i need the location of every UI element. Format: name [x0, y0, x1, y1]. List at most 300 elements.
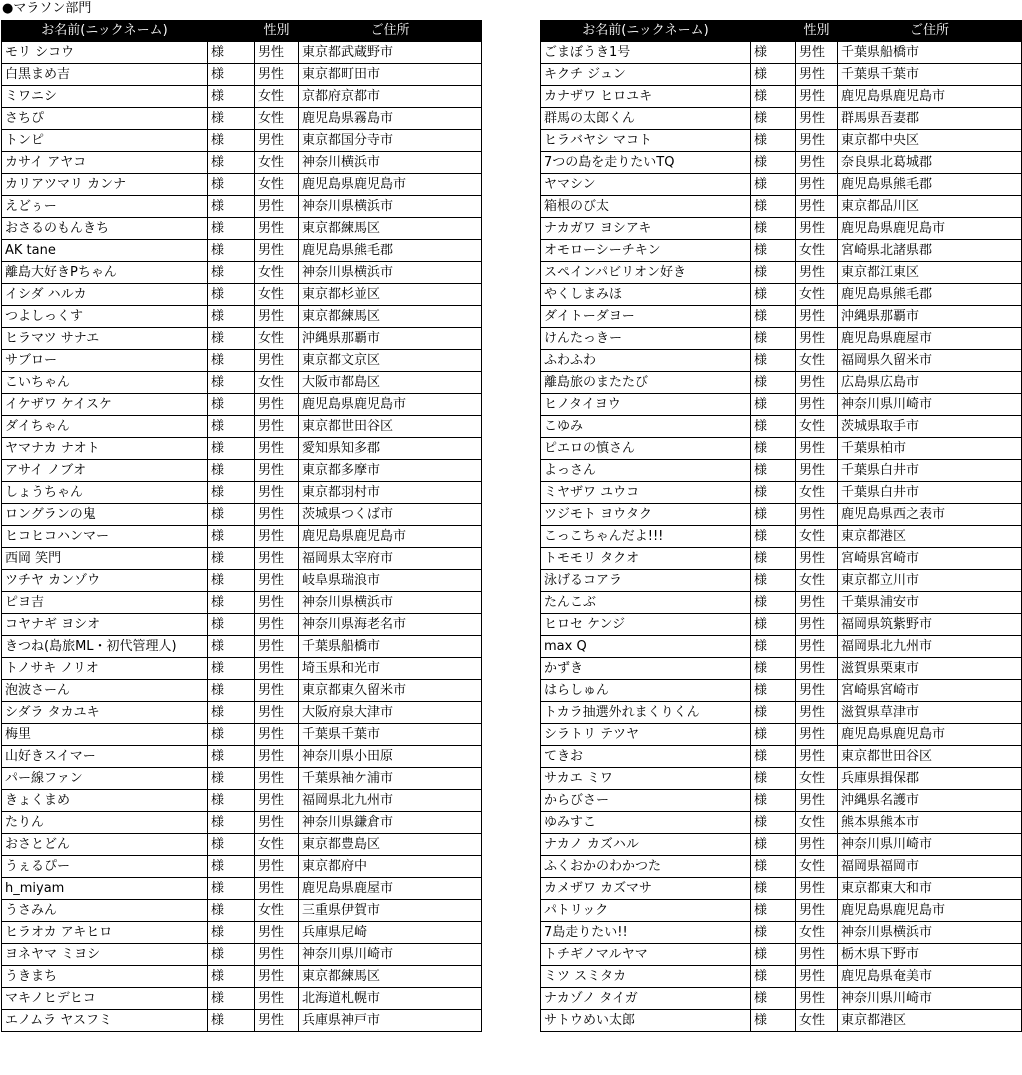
- cell-honorific: 様: [208, 790, 255, 812]
- cell-name: しょうちゃん: [2, 482, 208, 504]
- table-row: [2, 328, 482, 350]
- cell-name: トカラ抽選外れまくりくん: [541, 702, 751, 724]
- cell-name: ヒロセ ケンジ: [541, 614, 751, 636]
- cell-name: 白黒まめ吉: [2, 64, 208, 86]
- cell-gender: 男性: [796, 64, 838, 86]
- table-row: [541, 834, 1022, 856]
- cell-name: きょくまめ: [2, 790, 208, 812]
- cell-honorific: 様: [751, 372, 796, 394]
- cell-gender: 男性: [255, 922, 299, 944]
- table-row: [2, 988, 482, 1010]
- cell-address: 東京都世田谷区: [838, 746, 1022, 768]
- cell-gender: 男性: [796, 548, 838, 570]
- table-row: [2, 504, 482, 526]
- cell-address: 東京都練馬区: [299, 218, 482, 240]
- cell-honorific: 様: [751, 196, 796, 218]
- cell-address: 東京都東久留米市: [299, 680, 482, 702]
- table-row: [541, 856, 1022, 878]
- cell-name: AK tane: [2, 240, 208, 262]
- cell-name: うぇるぴー: [2, 856, 208, 878]
- table-row: [541, 944, 1022, 966]
- cell-name: 群馬の太郎くん: [541, 108, 751, 130]
- cell-name: トチギノマルヤマ: [541, 944, 751, 966]
- cell-address: 鹿児島県鹿児島市: [838, 218, 1022, 240]
- cell-name: コヤナギ ヨシオ: [2, 614, 208, 636]
- cell-name: ナカノ カズハル: [541, 834, 751, 856]
- cell-gender: 男性: [255, 966, 299, 988]
- cell-gender: 男性: [255, 570, 299, 592]
- table-row: [541, 460, 1022, 482]
- cell-name: 離島大好きPちゃん: [2, 262, 208, 284]
- cell-honorific: 様: [751, 460, 796, 482]
- cell-honorific: 様: [751, 812, 796, 834]
- cell-gender: 男性: [255, 746, 299, 768]
- cell-address: 茨城県取手市: [838, 416, 1022, 438]
- header-honorific: [208, 21, 255, 42]
- header-name: お名前(ニックネーム): [541, 21, 751, 42]
- cell-name: 離島旅のまたたび: [541, 372, 751, 394]
- cell-gender: 男性: [796, 262, 838, 284]
- cell-gender: 男性: [255, 218, 299, 240]
- cell-gender: 男性: [796, 724, 838, 746]
- cell-gender: 女性: [255, 900, 299, 922]
- cell-address: 鹿児島県鹿児島市: [838, 900, 1022, 922]
- cell-name: シラトリ テツヤ: [541, 724, 751, 746]
- cell-name: トノサキ ノリオ: [2, 658, 208, 680]
- cell-name: ダイちゃん: [2, 416, 208, 438]
- cell-gender: 男性: [255, 878, 299, 900]
- cell-name: カメザワ カズマサ: [541, 878, 751, 900]
- cell-gender: 男性: [796, 504, 838, 526]
- cell-gender: 男性: [255, 482, 299, 504]
- header-name: お名前(ニックネーム): [2, 21, 208, 42]
- table-row: [541, 614, 1022, 636]
- cell-address: 千葉県船橋市: [838, 42, 1022, 64]
- cell-address: 神奈川県川崎市: [838, 988, 1022, 1010]
- cell-name: トンピ: [2, 130, 208, 152]
- table-row: [541, 350, 1022, 372]
- cell-name: ヒラマツ サナエ: [2, 328, 208, 350]
- cell-address: 福岡県太宰府市: [299, 548, 482, 570]
- cell-address: 沖縄県那覇市: [299, 328, 482, 350]
- cell-address: 神奈川県川崎市: [838, 834, 1022, 856]
- cell-gender: 男性: [255, 416, 299, 438]
- cell-honorific: 様: [208, 130, 255, 152]
- section-title: ●マラソン部門: [2, 1, 92, 16]
- cell-honorific: 様: [751, 284, 796, 306]
- cell-name: ピエロの慎さん: [541, 438, 751, 460]
- cell-address: 福岡県福岡市: [838, 856, 1022, 878]
- cell-honorific: 様: [208, 42, 255, 64]
- table-row: [541, 130, 1022, 152]
- cell-honorific: 様: [751, 746, 796, 768]
- cell-honorific: 様: [751, 240, 796, 262]
- cell-name: カリアツマリ カンナ: [2, 174, 208, 196]
- table-row: [2, 812, 482, 834]
- cell-address: 大阪府泉大津市: [299, 702, 482, 724]
- cell-address: 東京都豊島区: [299, 834, 482, 856]
- cell-address: 宮崎県宮崎市: [838, 680, 1022, 702]
- cell-name: パー線ファン: [2, 768, 208, 790]
- cell-name: ごまぼうき1号: [541, 42, 751, 64]
- cell-honorific: 様: [208, 504, 255, 526]
- cell-name: はらしゅん: [541, 680, 751, 702]
- cell-gender: 女性: [255, 174, 299, 196]
- cell-address: 神奈川県川崎市: [838, 394, 1022, 416]
- cell-name: さちぴ: [2, 108, 208, 130]
- cell-name: イケザワ ケイスケ: [2, 394, 208, 416]
- cell-gender: 男性: [796, 152, 838, 174]
- cell-gender: 男性: [796, 42, 838, 64]
- cell-gender: 男性: [255, 768, 299, 790]
- cell-name: ツチヤ カンゾウ: [2, 570, 208, 592]
- cell-honorific: 様: [751, 526, 796, 548]
- cell-address: 群馬県吾妻郡: [838, 108, 1022, 130]
- cell-address: 埼玉県和光市: [299, 658, 482, 680]
- cell-gender: 男性: [255, 350, 299, 372]
- cell-honorific: 様: [208, 108, 255, 130]
- cell-gender: 女性: [255, 86, 299, 108]
- cell-address: 鹿児島県鹿屋市: [299, 878, 482, 900]
- cell-name: オモローシーチキン: [541, 240, 751, 262]
- cell-honorific: 様: [208, 636, 255, 658]
- table-row: [541, 306, 1022, 328]
- table-row: [2, 372, 482, 394]
- cell-address: 兵庫県神戸市: [299, 1010, 482, 1032]
- cell-gender: 男性: [255, 196, 299, 218]
- table-row: [2, 86, 482, 108]
- cell-name: 山好きスイマー: [2, 746, 208, 768]
- cell-gender: 男性: [796, 702, 838, 724]
- table-row: [2, 482, 482, 504]
- cell-honorific: 様: [208, 658, 255, 680]
- cell-gender: 女性: [255, 284, 299, 306]
- cell-gender: 女性: [796, 922, 838, 944]
- table-row: [541, 570, 1022, 592]
- cell-honorific: 様: [751, 768, 796, 790]
- cell-gender: 女性: [796, 482, 838, 504]
- cell-name: からびさー: [541, 790, 751, 812]
- cell-honorific: 様: [208, 262, 255, 284]
- cell-address: 東京都港区: [838, 526, 1022, 548]
- cell-address: 東京都杉並区: [299, 284, 482, 306]
- table-row: [541, 438, 1022, 460]
- cell-gender: 男性: [796, 680, 838, 702]
- cell-address: 神奈川県鎌倉市: [299, 812, 482, 834]
- cell-address: 福岡県北九州市: [838, 636, 1022, 658]
- cell-gender: 男性: [796, 988, 838, 1010]
- cell-honorific: 様: [751, 834, 796, 856]
- table-row: [541, 812, 1022, 834]
- cell-name: ヤマシン: [541, 174, 751, 196]
- header-honorific: [751, 21, 796, 42]
- cell-name: うさみん: [2, 900, 208, 922]
- cell-name: ゆみすこ: [541, 812, 751, 834]
- cell-gender: 男性: [796, 130, 838, 152]
- cell-gender: 男性: [255, 658, 299, 680]
- cell-address: 兵庫県尼崎: [299, 922, 482, 944]
- cell-name: ヒコヒコハンマー: [2, 526, 208, 548]
- cell-honorific: 様: [208, 196, 255, 218]
- cell-address: 鹿児島県霧島市: [299, 108, 482, 130]
- table-row: [541, 394, 1022, 416]
- cell-address: 神奈川県横浜市: [299, 262, 482, 284]
- cell-name: サトウめい太郎: [541, 1010, 751, 1032]
- cell-gender: 男性: [796, 614, 838, 636]
- table-row: [2, 636, 482, 658]
- participant-table-right: [540, 20, 1022, 1032]
- cell-honorific: 様: [208, 856, 255, 878]
- cell-address: 東京都世田谷区: [299, 416, 482, 438]
- cell-name: 7島走りたい!!: [541, 922, 751, 944]
- table-row: [2, 1010, 482, 1032]
- table-row: [541, 504, 1022, 526]
- cell-honorific: 様: [208, 922, 255, 944]
- table-row: [541, 328, 1022, 350]
- cell-honorific: 様: [208, 746, 255, 768]
- cell-gender: 男性: [796, 218, 838, 240]
- cell-address: 鹿児島県奄美市: [838, 966, 1022, 988]
- cell-honorific: 様: [751, 878, 796, 900]
- cell-gender: 女性: [255, 372, 299, 394]
- cell-address: 栃木県下野市: [838, 944, 1022, 966]
- cell-gender: 女性: [796, 240, 838, 262]
- cell-address: 東京都立川市: [838, 570, 1022, 592]
- table-row: [2, 306, 482, 328]
- cell-honorific: 様: [751, 856, 796, 878]
- cell-address: 千葉県袖ケ浦市: [299, 768, 482, 790]
- cell-gender: 女性: [796, 768, 838, 790]
- header-gender: 性別: [255, 21, 299, 42]
- cell-name: けんたっきー: [541, 328, 751, 350]
- cell-honorific: 様: [208, 592, 255, 614]
- cell-name: ナカゾノ タイガ: [541, 988, 751, 1010]
- cell-name: サブロー: [2, 350, 208, 372]
- cell-name: ふくおかのわかつた: [541, 856, 751, 878]
- cell-name: やくしまみほ: [541, 284, 751, 306]
- cell-name: こいちゃん: [2, 372, 208, 394]
- table-row: [2, 614, 482, 636]
- cell-gender: 男性: [796, 438, 838, 460]
- cell-honorific: 様: [751, 438, 796, 460]
- cell-gender: 男性: [796, 86, 838, 108]
- cell-honorific: 様: [751, 922, 796, 944]
- table-row: [541, 218, 1022, 240]
- cell-gender: 男性: [796, 174, 838, 196]
- table-row: [2, 416, 482, 438]
- table-row: [541, 724, 1022, 746]
- cell-gender: 男性: [255, 504, 299, 526]
- cell-address: 神奈川横浜市: [299, 152, 482, 174]
- cell-gender: 女性: [796, 570, 838, 592]
- cell-honorific: 様: [751, 152, 796, 174]
- cell-honorific: 様: [208, 64, 255, 86]
- cell-honorific: 様: [208, 284, 255, 306]
- table-row: [2, 262, 482, 284]
- table-row: [2, 768, 482, 790]
- cell-address: 岐阜県瑞浪市: [299, 570, 482, 592]
- table-row: [541, 42, 1022, 64]
- cell-gender: 男性: [796, 372, 838, 394]
- cell-name: ミツ スミタカ: [541, 966, 751, 988]
- table-row: [541, 526, 1022, 548]
- cell-address: 千葉県船橋市: [299, 636, 482, 658]
- cell-honorific: 様: [208, 328, 255, 350]
- cell-honorific: 様: [208, 482, 255, 504]
- cell-honorific: 様: [208, 878, 255, 900]
- cell-gender: 男性: [796, 790, 838, 812]
- cell-address: 東京都羽村市: [299, 482, 482, 504]
- cell-honorific: 様: [751, 482, 796, 504]
- cell-gender: 男性: [796, 328, 838, 350]
- cell-honorific: 様: [208, 768, 255, 790]
- table-row: [2, 42, 482, 64]
- cell-name: えどぅー: [2, 196, 208, 218]
- cell-address: 滋賀県栗東市: [838, 658, 1022, 680]
- cell-address: 京都府京都市: [299, 86, 482, 108]
- cell-name: ヒラオカ アキヒロ: [2, 922, 208, 944]
- cell-name: エノムラ ヤスフミ: [2, 1010, 208, 1032]
- cell-gender: 男性: [255, 306, 299, 328]
- cell-honorific: 様: [751, 328, 796, 350]
- table-row: [541, 64, 1022, 86]
- cell-name: ミヤザワ ユウコ: [541, 482, 751, 504]
- cell-name: ピヨ吉: [2, 592, 208, 614]
- cell-name: ダイトーダヨー: [541, 306, 751, 328]
- table-row: [541, 174, 1022, 196]
- table-body: [541, 42, 1022, 1032]
- cell-address: 鹿児島県鹿児島市: [299, 174, 482, 196]
- cell-honorific: 様: [751, 790, 796, 812]
- cell-honorific: 様: [208, 1010, 255, 1032]
- cell-honorific: 様: [751, 658, 796, 680]
- cell-address: 東京都練馬区: [299, 966, 482, 988]
- cell-gender: 男性: [255, 130, 299, 152]
- table-row: [2, 944, 482, 966]
- table-row: [2, 922, 482, 944]
- cell-honorific: 様: [208, 614, 255, 636]
- cell-gender: 男性: [796, 636, 838, 658]
- cell-address: 宮崎県宮崎市: [838, 548, 1022, 570]
- cell-gender: 男性: [796, 900, 838, 922]
- cell-honorific: 様: [751, 306, 796, 328]
- cell-honorific: 様: [751, 988, 796, 1010]
- cell-gender: 男性: [255, 614, 299, 636]
- cell-name: シダラ タカユキ: [2, 702, 208, 724]
- table-row: [2, 152, 482, 174]
- cell-gender: 男性: [255, 64, 299, 86]
- table-row: [541, 790, 1022, 812]
- table-row: [541, 878, 1022, 900]
- cell-honorific: 様: [208, 438, 255, 460]
- cell-honorific: 様: [208, 416, 255, 438]
- cell-name: h_miyam: [2, 878, 208, 900]
- cell-gender: 男性: [255, 724, 299, 746]
- table-row: [2, 856, 482, 878]
- table-row: [2, 790, 482, 812]
- cell-name: ヒノタイヨウ: [541, 394, 751, 416]
- cell-honorific: 様: [751, 966, 796, 988]
- cell-honorific: 様: [751, 548, 796, 570]
- cell-address: 宮崎県北諸県郡: [838, 240, 1022, 262]
- cell-honorific: 様: [751, 108, 796, 130]
- cell-name: こっこちゃんだよ!!!: [541, 526, 751, 548]
- cell-address: 千葉県浦安市: [838, 592, 1022, 614]
- cell-gender: 男性: [796, 944, 838, 966]
- cell-gender: 男性: [796, 834, 838, 856]
- cell-address: 東京都東大和市: [838, 878, 1022, 900]
- table-row: [2, 680, 482, 702]
- cell-honorific: 様: [751, 636, 796, 658]
- cell-name: こゆみ: [541, 416, 751, 438]
- cell-address: 広島県広島市: [838, 372, 1022, 394]
- cell-address: 東京都町田市: [299, 64, 482, 86]
- cell-honorific: 様: [751, 614, 796, 636]
- cell-gender: 男性: [796, 306, 838, 328]
- cell-gender: 男性: [255, 1010, 299, 1032]
- cell-gender: 女性: [796, 284, 838, 306]
- cell-address: 沖縄県名護市: [838, 790, 1022, 812]
- cell-gender: 男性: [796, 460, 838, 482]
- cell-gender: 男性: [255, 438, 299, 460]
- cell-address: 神奈川県海老名市: [299, 614, 482, 636]
- cell-address: 東京都文京区: [299, 350, 482, 372]
- cell-honorific: 様: [208, 944, 255, 966]
- cell-name: サカエ ミワ: [541, 768, 751, 790]
- table-row: [541, 746, 1022, 768]
- cell-name: てきお: [541, 746, 751, 768]
- cell-gender: 男性: [255, 636, 299, 658]
- table-row: [2, 196, 482, 218]
- cell-gender: 男性: [255, 548, 299, 570]
- table-row: [541, 636, 1022, 658]
- table-row: [541, 922, 1022, 944]
- cell-name: たりん: [2, 812, 208, 834]
- table-row: [2, 746, 482, 768]
- cell-gender: 男性: [796, 108, 838, 130]
- header-address: ご住所: [838, 21, 1022, 42]
- cell-honorific: 様: [208, 174, 255, 196]
- cell-address: 鹿児島県鹿児島市: [299, 394, 482, 416]
- cell-gender: 男性: [796, 746, 838, 768]
- cell-name: 泳げるコアラ: [541, 570, 751, 592]
- cell-name: ヨネヤマ ミヨシ: [2, 944, 208, 966]
- cell-address: 兵庫県揖保郡: [838, 768, 1022, 790]
- cell-address: 東京都江東区: [838, 262, 1022, 284]
- cell-address: 東京都中央区: [838, 130, 1022, 152]
- cell-honorific: 様: [208, 240, 255, 262]
- cell-name: きつね(島旅ML・初代管理人): [2, 636, 208, 658]
- cell-address: 東京都国分寺市: [299, 130, 482, 152]
- cell-name: ナカガワ ヨシアキ: [541, 218, 751, 240]
- cell-address: 東京都武蔵野市: [299, 42, 482, 64]
- table-row: [2, 834, 482, 856]
- cell-name: イシダ ハルカ: [2, 284, 208, 306]
- cell-gender: 男性: [255, 592, 299, 614]
- table-row: [541, 900, 1022, 922]
- cell-address: 三重県伊賀市: [299, 900, 482, 922]
- table-row: [2, 284, 482, 306]
- cell-honorific: 様: [208, 570, 255, 592]
- cell-honorific: 様: [208, 350, 255, 372]
- cell-gender: 男性: [796, 878, 838, 900]
- table-row: [2, 394, 482, 416]
- cell-honorific: 様: [751, 702, 796, 724]
- table-header-row: [2, 21, 482, 42]
- table-row: [2, 526, 482, 548]
- table-row: [541, 108, 1022, 130]
- cell-address: 沖縄県那覇市: [838, 306, 1022, 328]
